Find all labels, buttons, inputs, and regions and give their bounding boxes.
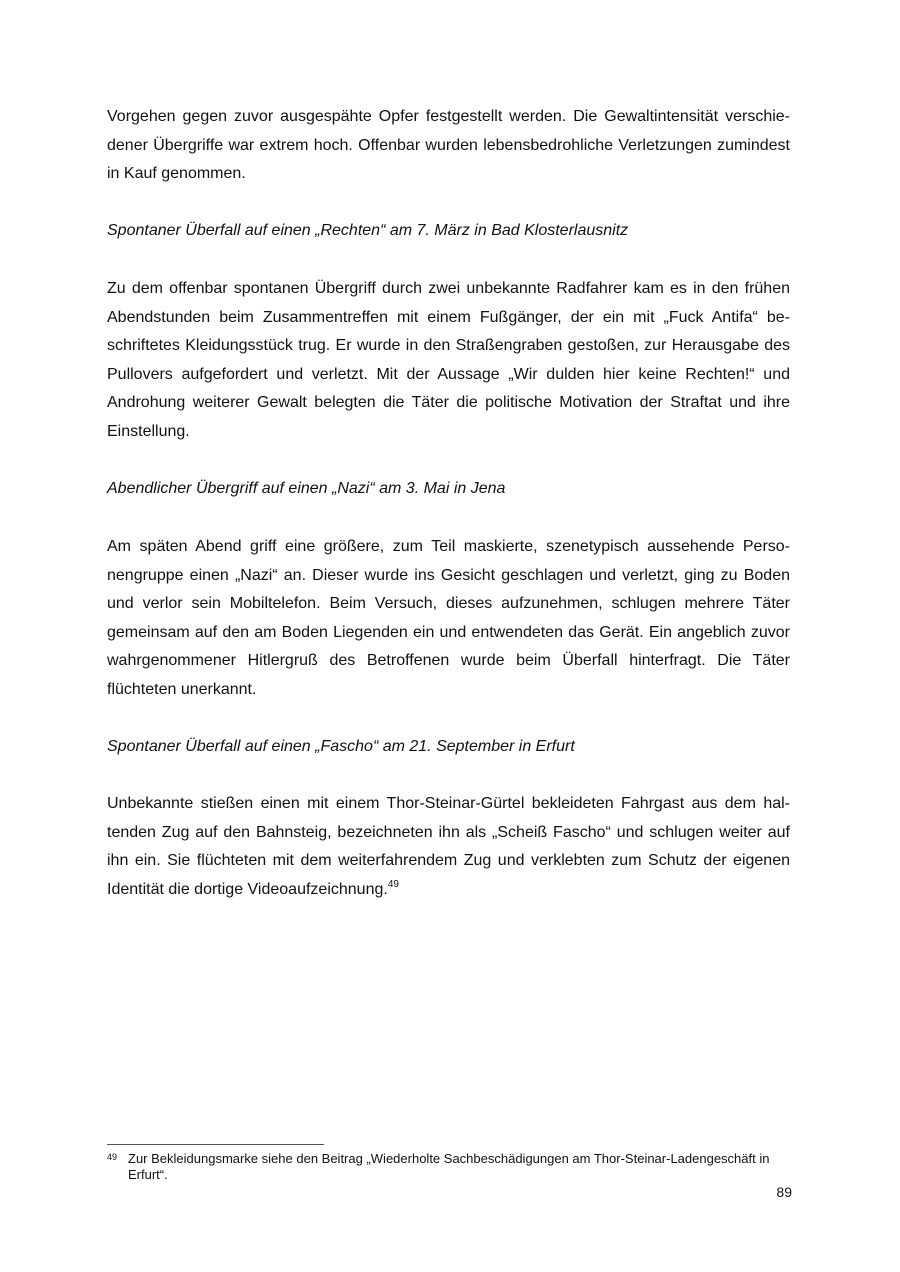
- section-heading-jena: Abendlicher Übergriff auf einen „Nazi“ am 3. Mai in Jena: [107, 480, 506, 497]
- paragraph-erfurt: [107, 790, 790, 904]
- footnote-reference[interactable]: 49: [387, 878, 399, 890]
- paragraph-intro-continuation: Vorgehen gegen zuvor ausgespähte Opfer festgestellt werden. Die Gewaltintensität verschiedener Übergriffe war extrem hoch. Offenbar wurden lebensbedrohliche Verletzungen zumindest in Kauf genommen.: [107, 108, 790, 183]
- paragraph-erfurt-text: Unbekannte stießen einen mit einem Thor-Steinar-Gürtel bekleideten Fahrgast aus dem haltenden Zug auf den Bahnsteig, bezeichneten ihn als „Scheiß Fascho“ und schlugen weiter auf ihn ein. Sie flüchteten mit dem weiterfahrendem Zug und verklebten zum Schutz der eigenen Identität die dortige Videoaufzeichnung.: [107, 795, 790, 898]
- footnote-text: Zur Bekleidungsmarke siehe den Beitrag „Wiederholte Sachbeschädigungen am Thor-Steinar-Ladengeschäft in Erfurt“.: [128, 1151, 770, 1182]
- footnote-number: 49: [107, 1152, 118, 1162]
- footnote-separator: [107, 1144, 324, 1145]
- paragraph-bad-klosterlausnitz: Zu dem offenbar spontanen Übergriff durch zwei unbekannte Radfahrer kam es in den frühen Abendstunden beim Zusammentreffen mit einem Fußgänger, der ein mit „Fuck Antifa“ beschriftetes Kleidungsstück trug. Er wurde in den Straßengraben gestoßen, zur Herausgabe des Pullovers aufgefordert und verletzt. Mit der Aussage „Wir dulden hier keine Rechten!“ und Androhung weiterer Gewalt belegten die Täter die politische Motivation der Straftat und ihre Einstellung.: [107, 280, 790, 440]
- footnote: [107, 1151, 792, 1183]
- section-heading-bad-klosterlausnitz: Spontaner Überfall auf einen „Rechten“ am 7. März in Bad Klosterlausnitz: [107, 222, 629, 239]
- page-number: 89: [776, 1184, 792, 1200]
- paragraph-jena: Am späten Abend griff eine größere, zum Teil maskierte, szenetypisch aussehende Personengruppe einen „Nazi“ an. Dieser wurde ins Gesicht geschlagen und verletzt, ging zu Boden und verlor sein Mobiltelefon. Beim Versuch, dieses aufzunehmen, schlugen mehrere Täter gemeinsam auf den am Boden Liegenden ein und entwendeten das Gerät. Ein angeblich zuvor wahrgenommener Hitlergruß des Betroffenen wurde beim Überfall hinterfragt. Die Täter flüchteten unerkannt.: [107, 538, 790, 698]
- section-heading-erfurt: Spontaner Überfall auf einen „Fascho“ am 21. September in Erfurt: [107, 738, 575, 755]
